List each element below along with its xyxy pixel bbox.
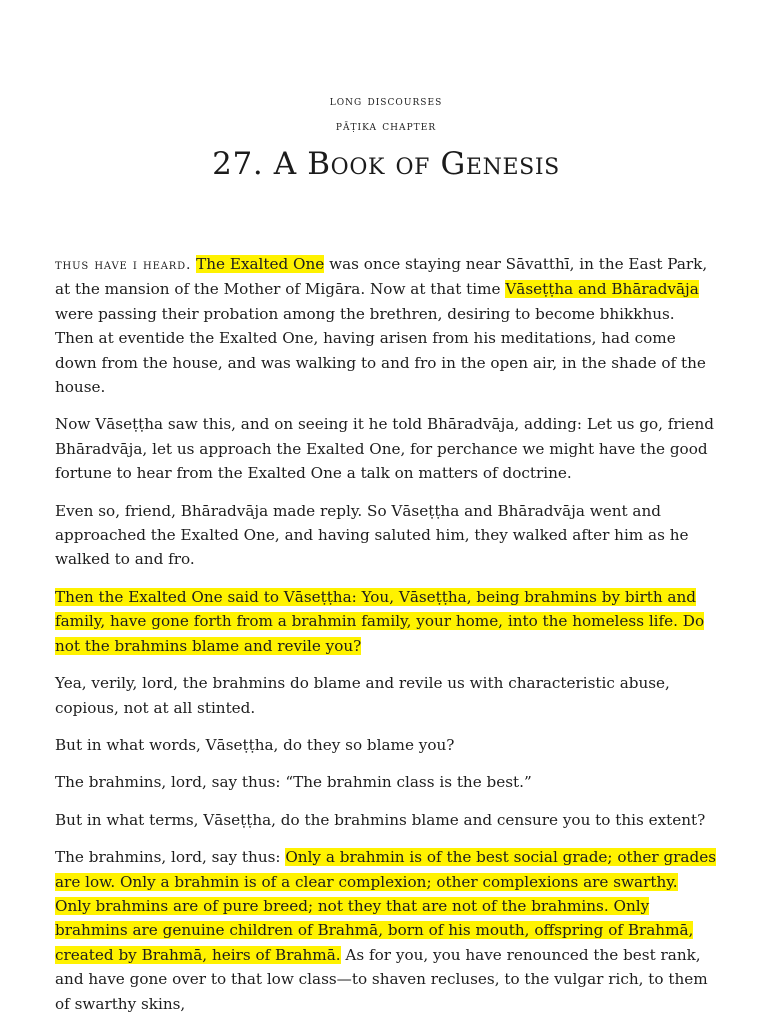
text-run: were passing their probation among the brethren, desiring to become bhikkhus. Then at eventide the Exalted One, having arisen from his meditations, had come down from the house, and was walking to and fro in the open air, in the shade of the house. [55, 304, 706, 397]
highlight-paragraph-4[interactable]: Then the Exalted One said to Vāseṭṭha: You, Vāseṭṭha, being brahmins by birth and family, have gone forth from a brahmin family, your home, into the homeless life. Do not the brahmins blame and revile you? [55, 587, 705, 655]
page-title: 27. A Book of Genesis [212, 146, 560, 182]
opening-lead: thus have i heard. [55, 257, 192, 273]
paragraph-6: But in what words, Vāseṭṭha, do they so blame you? [55, 735, 455, 754]
paragraph-9 [55, 845, 717, 1016]
paragraph-3: Even so, friend, Bhāradvāja made reply. So Vāseṭṭha and Bhāradvāja went and approached the Exalted One, and having saluted him, they walked after him as he walked to and fro. [55, 501, 689, 569]
paragraph-5: Yea, verily, lord, the brahmins do blame and revile us with characteristic abuse, copious, not at all stinted. [55, 674, 670, 717]
paragraph-1 [55, 252, 717, 399]
paragraph-4 [55, 585, 717, 658]
text-run: was once staying near Sāvatthī, in the East Park, at the mansion of the Mother of Migāra. Now at that time [55, 255, 708, 299]
collection-header: long discourses [329, 94, 443, 109]
text-run: As for you, you have renounced the best rank, and have gone over to that low class—to shaven recluses, to the vulgar rich, to them of swarthy skins, [55, 945, 708, 1013]
body-text [55, 252, 717, 1029]
paragraph-2: Now Vāseṭṭha saw this, and on seeing it he told Bhāradvāja, adding: Let us go, friend Bhāradvāja, let us approach the Exalted One, for perchance we might have the good fortune to hear from the Exalted One a talk on matters of doctrine. [55, 415, 714, 483]
paragraph-8: But in what terms, Vāseṭṭha, do the brahmins blame and censure you to this extent? [55, 810, 706, 829]
text-run: The brahmins, lord, say thus: [55, 848, 286, 867]
highlight-vasettha-bharadvaja[interactable]: Vāseṭṭha and Bhāradvāja [505, 280, 699, 299]
highlight-exalted-one[interactable]: The Exalted One [196, 255, 325, 273]
paragraph-7: The brahmins, lord, say thus: “The brahmin class is the best.” [55, 773, 532, 792]
highlight-brahmin-grades[interactable]: Only a brahmin is of the best social grade; other grades are low. Only a brahmin is of a clear complexion; other complexions are swarthy. Only brahmins are of pure breed; not they that are not of the brahmins. Only brahmins are genuine children of Brahmā, born of his mouth, offspring of Brahmā, created by Brahmā, heirs of Brahmā. [55, 848, 716, 964]
chapter-header: pāṭika chapter [335, 119, 437, 134]
